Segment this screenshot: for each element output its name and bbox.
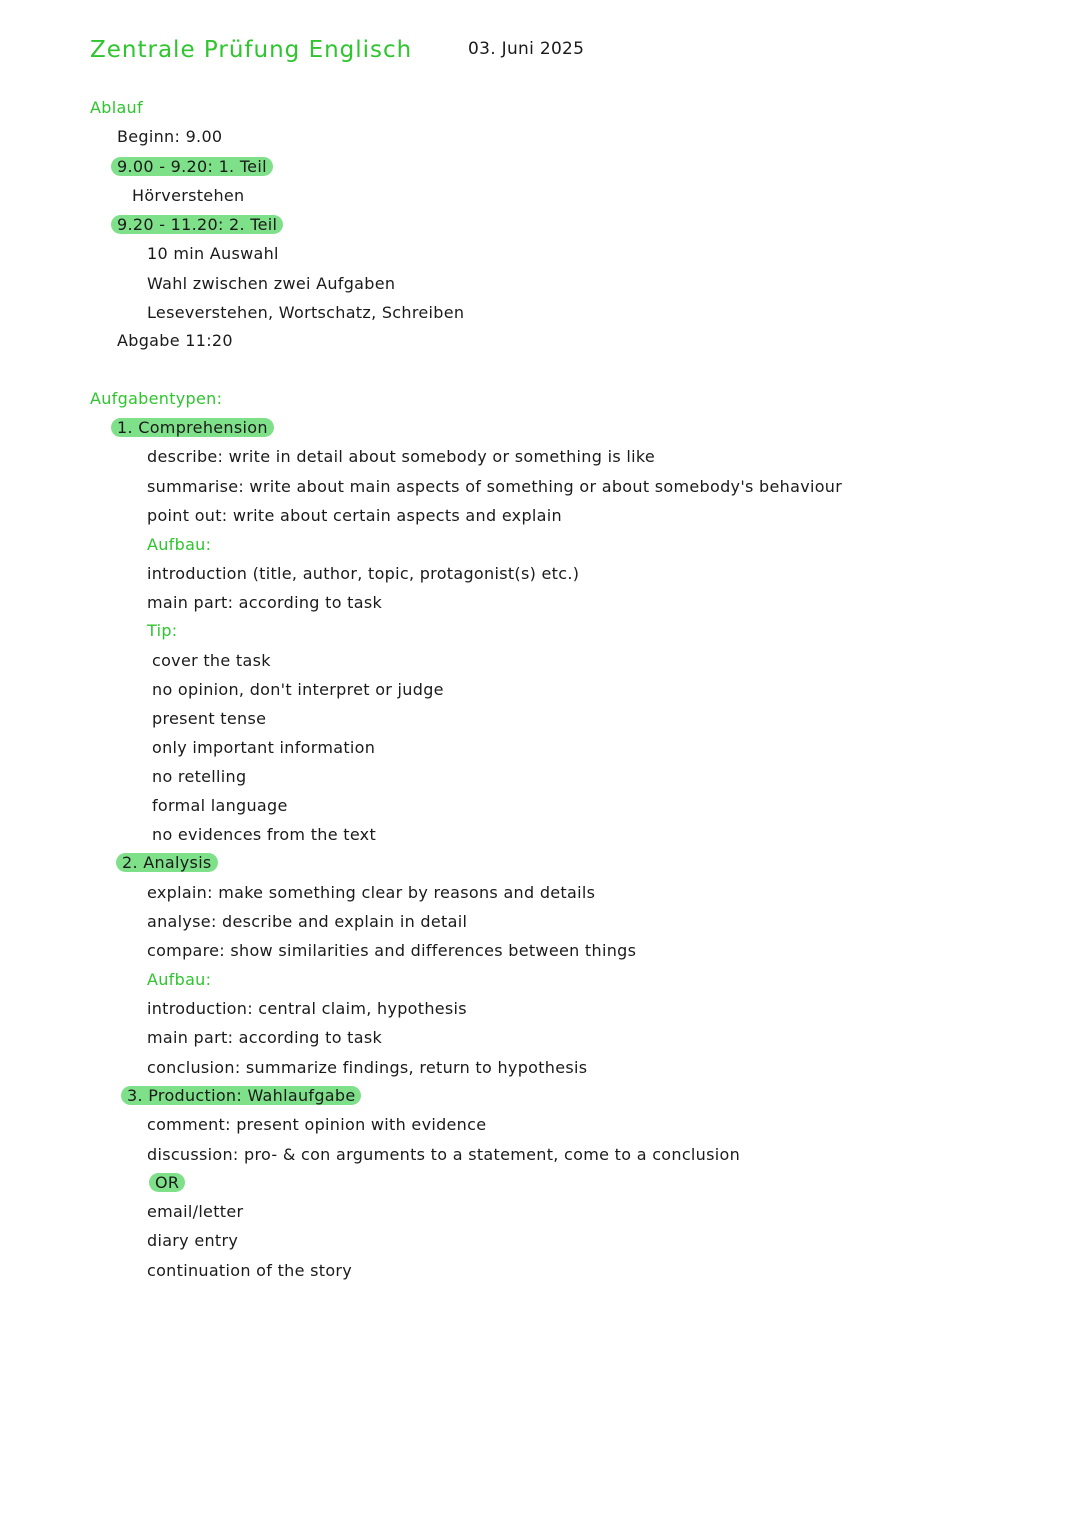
highlighted-text: 9.20 - 11.20: 2. Teil: [111, 215, 283, 234]
production-option: continuation of the story: [147, 1261, 353, 1280]
schedule-item: Leseverstehen, Wortschatz, Schreiben: [147, 303, 465, 322]
schedule-item: Wahl zwischen zwei Aufgaben: [147, 274, 396, 293]
operator-item: point out: write about certain aspects and explain: [147, 506, 562, 525]
structure-item: main part: according to task: [147, 1028, 383, 1047]
tip-item: no opinion, don't interpret or judge: [152, 680, 444, 699]
subheading-tip: Tip:: [147, 621, 178, 640]
operator-item: compare: show similarities and differences between things: [147, 941, 637, 960]
tip-item: cover the task: [152, 651, 271, 670]
operator-item: summarise: write about main aspects of something or about somebody's behaviour: [147, 477, 843, 496]
tip-item: only important information: [152, 738, 376, 757]
task-type-comprehension: [117, 417, 274, 439]
tip-item: present tense: [152, 709, 267, 728]
date: 03. Juni 2025: [468, 39, 585, 59]
task-type-analysis: [122, 852, 218, 874]
production-option: diary entry: [147, 1231, 239, 1250]
subheading-aufbau: Aufbau:: [147, 535, 212, 554]
operator-item: analyse: describe and explain in detail: [147, 912, 468, 931]
operator-item: comment: present opinion with evidence: [147, 1115, 487, 1134]
schedule-item: Hörverstehen: [132, 186, 245, 205]
structure-item: introduction (title, author, topic, protagonist(s) etc.): [147, 564, 580, 583]
highlighted-text: 2. Analysis: [116, 853, 218, 872]
subheading-aufbau: Aufbau:: [147, 970, 212, 989]
structure-item: main part: according to task: [147, 593, 383, 612]
tip-item: no retelling: [152, 767, 247, 786]
structure-item: conclusion: summarize findings, return to hypothesis: [147, 1058, 588, 1077]
production-option: email/letter: [147, 1202, 244, 1221]
schedule-item: 10 min Auswahl: [147, 244, 279, 263]
tip-item: formal language: [152, 796, 288, 815]
page-title: Zentrale Prüfung Englisch: [90, 37, 413, 63]
highlighted-text: 1. Comprehension: [111, 418, 274, 437]
schedule-part-1: [117, 156, 273, 178]
section-heading-ablauf: Ablauf: [90, 98, 143, 117]
schedule-item: Beginn: 9.00: [117, 127, 223, 146]
tip-item: no evidences from the text: [152, 825, 377, 844]
structure-item: introduction: central claim, hypothesis: [147, 999, 467, 1018]
operator-item: discussion: pro- & con arguments to a statement, come to a conclusion: [147, 1145, 741, 1164]
highlighted-text: 3. Production: Wahlaufgabe: [121, 1086, 361, 1105]
section-heading-aufgabentypen: Aufgabentypen:: [90, 389, 223, 408]
highlighted-text: 9.00 - 9.20: 1. Teil: [111, 157, 273, 176]
operator-item: explain: make something clear by reasons and details: [147, 883, 596, 902]
schedule-item: Abgabe 11:20: [117, 331, 233, 350]
or-label: [155, 1172, 185, 1194]
highlighted-text: OR: [149, 1173, 185, 1192]
operator-item: describe: write in detail about somebody or something is like: [147, 447, 655, 466]
task-type-production: [127, 1085, 361, 1107]
schedule-part-2: [117, 214, 283, 236]
